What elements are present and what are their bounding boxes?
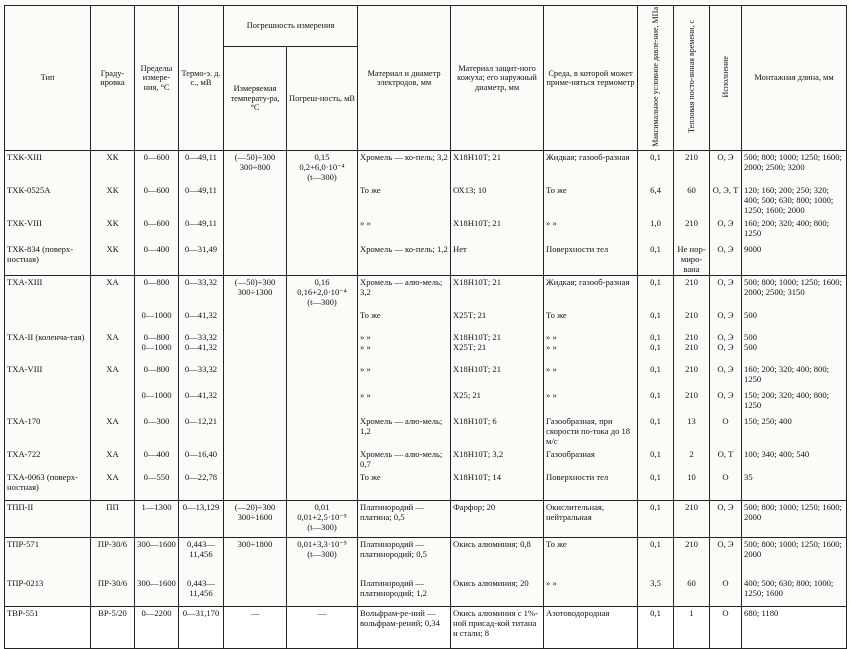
cell-medium: » »	[544, 363, 638, 389]
cell-execution: О, Э	[710, 276, 742, 309]
cell-limits: 0—800 0—1000	[135, 331, 179, 363]
table-row	[5, 243, 847, 276]
cell-measured-temp	[224, 184, 287, 217]
cell-error-mv	[287, 471, 358, 501]
cell-length: 150; 250; 400	[742, 415, 847, 448]
header-pressure-text: Максимальное условное давле-ние, МПа	[651, 7, 661, 147]
cell-graduation: ХА	[91, 331, 135, 363]
cell-electrodes: Хромель — алю-мель; 1,2	[358, 415, 451, 448]
cell-measured-temp: (—20)÷300 300÷1600	[224, 501, 287, 538]
cell-length: 9000	[742, 243, 847, 276]
cell-execution: О, Э	[710, 151, 742, 184]
cell-graduation	[91, 389, 135, 415]
cell-error-mv	[287, 331, 358, 363]
cell-pressure: 0,1	[638, 389, 674, 415]
cell-sheath: Х18Н10Т; 6	[451, 415, 544, 448]
cell-error-mv	[287, 415, 358, 448]
cell-error-mv	[287, 217, 358, 243]
cell-sheath: Х18Н10Т; 21	[451, 276, 544, 309]
cell-electrodes: Хромель — алю-мель; 3,2	[358, 276, 451, 309]
cell-pressure: 0,1	[638, 415, 674, 448]
cell-length: 120; 160; 200; 250; 320; 400; 500; 630; 800; 1000; 1250; 1600; 2000	[742, 184, 847, 217]
cell-time-constant: 60	[674, 184, 710, 217]
cell-emf: 0—49,11	[179, 217, 224, 243]
cell-error-mv	[287, 577, 358, 607]
cell-pressure: 0,1	[638, 151, 674, 184]
cell-type: ТПР-0213	[5, 577, 91, 607]
cell-time-constant: 13	[674, 415, 710, 448]
table-row	[5, 607, 847, 649]
table-row	[5, 309, 847, 331]
cell-graduation: ПР-30/6	[91, 577, 135, 607]
cell-limits: 0—300	[135, 415, 179, 448]
cell-pressure: 0,1	[638, 309, 674, 331]
cell-pressure: 0,1	[638, 538, 674, 577]
cell-error-mv	[287, 448, 358, 471]
cell-error-mv: —	[287, 607, 358, 649]
cell-measured-temp	[224, 415, 287, 448]
table-row	[5, 577, 847, 607]
cell-sheath: Х18Н10Т; 21	[451, 151, 544, 184]
cell-emf: 0—16,40	[179, 448, 224, 471]
cell-execution: О	[710, 607, 742, 649]
cell-error-mv	[287, 184, 358, 217]
cell-electrodes: » » » »	[358, 331, 451, 363]
cell-graduation: ПП	[91, 501, 135, 538]
cell-measured-temp	[224, 363, 287, 389]
cell-graduation: ПР-30/6	[91, 538, 135, 577]
cell-type: ТХА-XIII	[5, 276, 91, 309]
cell-type: ТХК-0525А	[5, 184, 91, 217]
cell-limits: 0—600	[135, 217, 179, 243]
table-row	[5, 501, 847, 538]
cell-time-constant: 60	[674, 577, 710, 607]
cell-time-constant: Не нор-миро-вана	[674, 243, 710, 276]
cell-emf: 0—33,32 0—41,32	[179, 331, 224, 363]
header-time-constant	[674, 6, 710, 151]
cell-length: 500; 800; 1000; 1250; 1600; 2000	[742, 538, 847, 577]
cell-measured-temp	[224, 331, 287, 363]
cell-electrodes: » »	[358, 389, 451, 415]
cell-sheath: Х18Н10Т; 21	[451, 217, 544, 243]
cell-length: 35	[742, 471, 847, 501]
cell-medium: Окислительная, нейтральная	[544, 501, 638, 538]
cell-type: ТХА-II (коленча-тая)	[5, 331, 91, 363]
header-sheath: Материал защит-ного кожуха; его наружный диаметр, мм	[451, 6, 544, 151]
cell-type: ТХК-834 (поверх-ностная)	[5, 243, 91, 276]
cell-limits: 0—1000	[135, 309, 179, 331]
table-row	[5, 151, 847, 184]
cell-sheath: Х25Т; 21	[451, 309, 544, 331]
cell-length: 400; 500; 630; 800; 1000; 1250; 1600	[742, 577, 847, 607]
cell-time-constant: 210	[674, 363, 710, 389]
cell-time-constant: 210	[674, 151, 710, 184]
header-graduation: Граду-ировка	[91, 6, 135, 151]
cell-sheath: Нет	[451, 243, 544, 276]
header-limits: Пределы измере-ния, °C	[135, 6, 179, 151]
cell-measured-temp	[224, 217, 287, 243]
cell-length: 160; 200; 320; 400; 800; 1250	[742, 217, 847, 243]
cell-electrodes: » »	[358, 217, 451, 243]
header-error-group: Погрешность измерения	[224, 6, 358, 47]
cell-type: ТХК-XIII	[5, 151, 91, 184]
cell-length: 500	[742, 309, 847, 331]
cell-limits: 0—550	[135, 471, 179, 501]
cell-medium: » »	[544, 217, 638, 243]
cell-sheath: Х25; 21	[451, 389, 544, 415]
cell-medium: Жидкая; газооб-разная	[544, 276, 638, 309]
cell-error-mv	[287, 309, 358, 331]
cell-limits: 1—1300	[135, 501, 179, 538]
cell-execution: О, Э О, Э	[710, 331, 742, 363]
cell-limits: 0—400	[135, 448, 179, 471]
cell-pressure: 0,1	[638, 243, 674, 276]
cell-medium: Азотоводородная	[544, 607, 638, 649]
header-type: Тип	[5, 6, 91, 151]
header-time-constant-text: Тепловая посто-янная времени, с	[687, 20, 697, 134]
header-measured-temp: Измеряемая температу-ра, °C	[224, 47, 287, 151]
cell-emf: 0—49,11	[179, 184, 224, 217]
cell-medium: » »	[544, 577, 638, 607]
cell-pressure: 0,1 0,1	[638, 331, 674, 363]
cell-sheath: Х18Н10Т; 3,2	[451, 448, 544, 471]
cell-pressure: 0,1	[638, 448, 674, 471]
cell-execution: О, Э	[710, 501, 742, 538]
cell-execution: О, Э	[710, 243, 742, 276]
cell-electrodes: Платинородий — платинородий; 0,5	[358, 538, 451, 577]
cell-limits: 0—800	[135, 276, 179, 309]
header-execution	[710, 6, 742, 151]
cell-error-mv: 0,16 0,16+2,0·10⁻⁴ (t—300)	[287, 276, 358, 309]
cell-type: ТВР-551	[5, 607, 91, 649]
cell-sheath: Х18Н10Т; 14	[451, 471, 544, 501]
cell-medium: Поверхности тел	[544, 471, 638, 501]
cell-length: 100; 340; 400; 540	[742, 448, 847, 471]
cell-medium: » » » »	[544, 331, 638, 363]
cell-time-constant: 10	[674, 471, 710, 501]
cell-emf: 0—12,21	[179, 415, 224, 448]
thermometer-spec-table	[4, 5, 847, 649]
cell-length: 500; 800; 1000; 1250; 1600; 2000; 2500; 3200	[742, 151, 847, 184]
header-error-mv: Погреш-ность, мВ	[287, 47, 358, 151]
cell-limits: 0—400	[135, 243, 179, 276]
cell-electrodes: Платинородий — платина; 0,5	[358, 501, 451, 538]
cell-pressure: 3,5	[638, 577, 674, 607]
cell-length: 500 500	[742, 331, 847, 363]
cell-limits: 300—1600	[135, 538, 179, 577]
cell-sheath: Окись алюминия с 1%-ной присад-кой титана и стали; 8	[451, 607, 544, 649]
cell-type: ТХК-VIII	[5, 217, 91, 243]
table-row	[5, 471, 847, 501]
table-row	[5, 415, 847, 448]
cell-type: ТПР-571	[5, 538, 91, 577]
cell-sheath: ОХ13; 10	[451, 184, 544, 217]
table-row	[5, 389, 847, 415]
header-row-top	[5, 6, 847, 47]
cell-graduation: ХА	[91, 471, 135, 501]
cell-emf: 0—41,32	[179, 389, 224, 415]
cell-medium: Газообразная, при скорости по-тока до 18 м/с	[544, 415, 638, 448]
cell-execution: О	[710, 577, 742, 607]
cell-limits: 0—600	[135, 151, 179, 184]
cell-medium: » »	[544, 389, 638, 415]
cell-type	[5, 389, 91, 415]
cell-limits: 0—600	[135, 184, 179, 217]
cell-graduation: ХА	[91, 276, 135, 309]
cell-measured-temp	[224, 448, 287, 471]
cell-measured-temp: (—50)÷300 300÷1300	[224, 276, 287, 309]
cell-execution: О, Э, Т	[710, 184, 742, 217]
header-length: Монтажная длина, мм	[742, 6, 847, 151]
cell-length: 150; 200; 320; 400; 800; 1250	[742, 389, 847, 415]
cell-error-mv	[287, 389, 358, 415]
cell-emf: 0—22,78	[179, 471, 224, 501]
cell-time-constant: 210	[674, 217, 710, 243]
cell-type: ТХА-170	[5, 415, 91, 448]
cell-electrodes: Хромель — алю-мель; 0,7	[358, 448, 451, 471]
header-medium: Среда, в которой может приме-няться термометр	[544, 6, 638, 151]
cell-medium: Жидкая; газооб-разная	[544, 151, 638, 184]
cell-medium: То же	[544, 184, 638, 217]
cell-electrodes: Платинородий — платинородий; 1,2	[358, 577, 451, 607]
cell-measured-temp: 300÷1800	[224, 538, 287, 577]
table-row	[5, 448, 847, 471]
cell-graduation	[91, 309, 135, 331]
cell-electrodes: Хромель — ко-пель; 1,2	[358, 243, 451, 276]
cell-execution: О, Э	[710, 389, 742, 415]
cell-type: ТХА-VIII	[5, 363, 91, 389]
cell-execution: О, Э	[710, 217, 742, 243]
cell-medium: Поверхности тел	[544, 243, 638, 276]
cell-error-mv: 0,01 0,01+2,5·10⁻⁵ (t—300)	[287, 501, 358, 538]
cell-time-constant: 210	[674, 309, 710, 331]
cell-time-constant: 210	[674, 276, 710, 309]
cell-pressure: 6,4	[638, 184, 674, 217]
cell-emf: 0—49,11	[179, 151, 224, 184]
cell-time-constant: 210	[674, 501, 710, 538]
cell-execution: О, Э	[710, 363, 742, 389]
cell-time-constant: 210 210	[674, 331, 710, 363]
cell-electrodes: Хромель — ко-пель; 3,2	[358, 151, 451, 184]
cell-length: 160; 200; 320; 400; 800; 1250	[742, 363, 847, 389]
table-row	[5, 184, 847, 217]
cell-execution: О	[710, 415, 742, 448]
cell-type	[5, 309, 91, 331]
cell-pressure: 0,1	[638, 471, 674, 501]
cell-execution: О, Э	[710, 309, 742, 331]
cell-sheath: Окись алюминия; 0,8	[451, 538, 544, 577]
cell-graduation: ХК	[91, 151, 135, 184]
table-row	[5, 363, 847, 389]
cell-graduation: ВР-5/20	[91, 607, 135, 649]
cell-limits: 0—2200	[135, 607, 179, 649]
cell-graduation: ХА	[91, 415, 135, 448]
cell-time-constant: 210	[674, 538, 710, 577]
cell-pressure: 0,1	[638, 363, 674, 389]
table-row	[5, 538, 847, 577]
cell-error-mv	[287, 363, 358, 389]
cell-measured-temp	[224, 577, 287, 607]
table-row	[5, 331, 847, 363]
cell-error-mv: 0,15 0,2+6,0·10⁻⁴ (t—300)	[287, 151, 358, 184]
cell-medium: То же	[544, 538, 638, 577]
cell-electrodes: То же	[358, 471, 451, 501]
cell-time-constant: 1	[674, 607, 710, 649]
header-electrodes: Материал и диаметр электродов, мм	[358, 6, 451, 151]
cell-emf: 0—33,32	[179, 276, 224, 309]
cell-emf: 0,443—11,456	[179, 538, 224, 577]
cell-medium: То же	[544, 309, 638, 331]
cell-sheath: Х18Н10Т; 21 Х25Т; 21	[451, 331, 544, 363]
cell-graduation: ХА	[91, 363, 135, 389]
cell-emf: 0,443—11,456	[179, 577, 224, 607]
cell-pressure: 0,1	[638, 501, 674, 538]
cell-electrodes: » »	[358, 363, 451, 389]
cell-emf: 0—41,32	[179, 309, 224, 331]
table-row	[5, 217, 847, 243]
cell-graduation: ХК	[91, 243, 135, 276]
cell-graduation: ХК	[91, 184, 135, 217]
cell-emf: 0—13,129	[179, 501, 224, 538]
cell-electrodes: То же	[358, 184, 451, 217]
cell-electrodes: Вольфрам-ре-ний — вольфрам-рений; 0,34	[358, 607, 451, 649]
cell-measured-temp	[224, 471, 287, 501]
cell-medium: Газообразная	[544, 448, 638, 471]
cell-limits: 0—1000	[135, 389, 179, 415]
cell-execution: О	[710, 471, 742, 501]
cell-limits: 0—800	[135, 363, 179, 389]
header-pressure	[638, 6, 674, 151]
cell-time-constant: 2	[674, 448, 710, 471]
cell-pressure: 0,1	[638, 607, 674, 649]
cell-sheath: Окись алюминия; 20	[451, 577, 544, 607]
table-row	[5, 276, 847, 309]
cell-error-mv	[287, 243, 358, 276]
cell-pressure: 1,0	[638, 217, 674, 243]
cell-measured-temp: (—50)÷300 300÷800	[224, 151, 287, 184]
cell-measured-temp	[224, 309, 287, 331]
cell-sheath: Х18Н10Т; 21	[451, 363, 544, 389]
cell-sheath: Фарфор; 20	[451, 501, 544, 538]
header-emf: Термо-э. д. с., мВ	[179, 6, 224, 151]
cell-emf: 0—33,32	[179, 363, 224, 389]
cell-length: 500; 800; 1000; 1250; 1600; 2000; 2500; 3150	[742, 276, 847, 309]
cell-measured-temp	[224, 243, 287, 276]
cell-length: 680; 1180	[742, 607, 847, 649]
cell-time-constant: 210	[674, 389, 710, 415]
cell-measured-temp: —	[224, 607, 287, 649]
cell-electrodes: То же	[358, 309, 451, 331]
cell-execution: О, Э	[710, 538, 742, 577]
cell-emf: 0—31,49	[179, 243, 224, 276]
cell-execution: О, Т	[710, 448, 742, 471]
cell-measured-temp	[224, 389, 287, 415]
cell-graduation: ХК	[91, 217, 135, 243]
cell-graduation: ХА	[91, 448, 135, 471]
cell-emf: 0—31,170	[179, 607, 224, 649]
cell-error-mv: 0,01+3,3·10⁻⁵ (t—300)	[287, 538, 358, 577]
cell-type: ТХА-0063 (поверх-ностная)	[5, 471, 91, 501]
cell-type: ТПП-II	[5, 501, 91, 538]
spec-table-body	[5, 151, 847, 649]
cell-limits: 300—1600	[135, 577, 179, 607]
cell-pressure: 0,1	[638, 276, 674, 309]
cell-type: ТХА-722	[5, 448, 91, 471]
header-execution-text: Исполнение	[721, 56, 731, 98]
cell-length: 500; 800; 1000; 1250; 1600; 2000	[742, 501, 847, 538]
